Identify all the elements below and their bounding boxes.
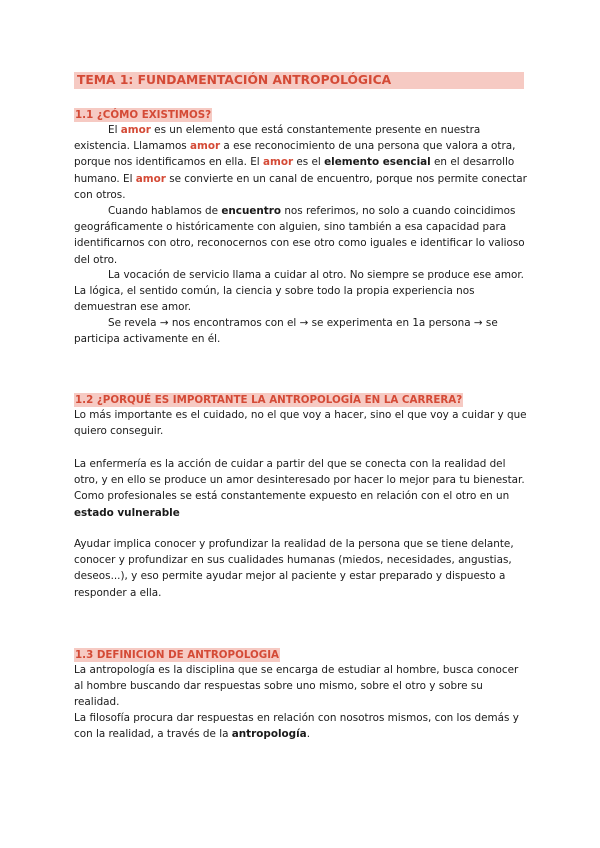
text-run: nos referimos, no solo a cuando coincidimos geográficamente o históricamente con alguien, sino también a esa capacidad para identificarnos con otro, reconocernos con ese otro como iguales e identificar lo valioso del otro. [74, 205, 525, 266]
paragraph-antropologia: La antropología es la disciplina que se encarga de estudiar al hombre, busca conocer al hombre buscando dar respuestas sobre uno mismo, sobre el otro y sobre su realidad. [74, 664, 519, 709]
text-run: . [306, 728, 310, 741]
text-run: en el desarrollo humano. El [74, 156, 515, 185]
keyword-amor: amor [120, 124, 151, 136]
keyword-antropologia: antropología [231, 728, 307, 741]
paragraph-cuidado: Lo más importante es el cuidado, no el que voy a hacer, sino el que voy a cuidar y que quiero conseguir. [74, 409, 527, 438]
keyword-amor: amor [190, 140, 221, 153]
section-heading-1-3: 1.3 DEFINICION DE ANTROPOLOGIA [75, 649, 280, 661]
paragraph-enfermeria [74, 456, 528, 521]
paragraph-filosofia [74, 710, 528, 742]
text-run: a ese reconocimiento de una persona que valora a otra, porque nos identificamos en ella. El [74, 140, 516, 169]
paragraph-se-revela: Se revela → nos encontramos con el → se experimenta en 1a persona → se participa activamente en él. [74, 317, 498, 346]
keyword-amor: amor [263, 156, 294, 169]
text-run: La filosofía procura dar respuestas en relación con nosotros mismos, con los demás y con la realidad, a través de la [74, 712, 519, 741]
text-run: Cuando hablamos de [108, 205, 222, 217]
keyword-amor: amor [135, 172, 166, 185]
keyword-estado-vulnerable: estado vulnerable [74, 506, 180, 519]
text-run: es el [293, 156, 325, 169]
section-heading-1-2: 1.2 ¿PORQUÉ ES IMPORTANTE LA ANTROPOLOGÍA EN LA CARRERA? [75, 394, 463, 406]
keyword-encuentro: encuentro [221, 205, 282, 217]
text-run: se convierte en un canal de encuentro, porque nos permite conectar con otros. [74, 172, 527, 201]
text-run: es un elemento que está constantemente presente en nuestra existencia. Llamamos [74, 124, 481, 153]
paragraph-ayudar: Ayudar implica conocer y profundizar la realidad de la persona que se tiene delante, conocer y profundizar en sus cualidades humanas (miedos, necesidades, angustias, deseos...), y eso permite ayudar mejor al paciente y estar preparado y dispuesto a responder a ella. [74, 538, 514, 599]
page-title: TEMA 1: FUNDAMENTACIÓN ANTROPOLÓGICA [74, 72, 524, 89]
keyword-elemento-esencial: elemento esencial [324, 156, 431, 169]
paragraph-encuentro [74, 203, 528, 268]
text-run: La enfermería es la acción de cuidar a partir del que se conecta con la realidad del otro, y en ello se produce un amor desinteresado por hacer lo mejor para tu bienestar. Como profesionales se está constantemente expuesto en relación con el otro en un [74, 458, 525, 503]
section-heading-1-1: 1.1 ¿CÓMO EXISTIMOS? [75, 109, 212, 121]
paragraph-vocacion: La vocación de servicio llama a cuidar al otro. No siempre se produce ese amor. La lógica, el sentido común, la ciencia y sobre todo la propia experiencia nos demuestran ese amor. [74, 269, 524, 314]
text-run: El [108, 124, 121, 136]
paragraph-amor [74, 122, 528, 203]
